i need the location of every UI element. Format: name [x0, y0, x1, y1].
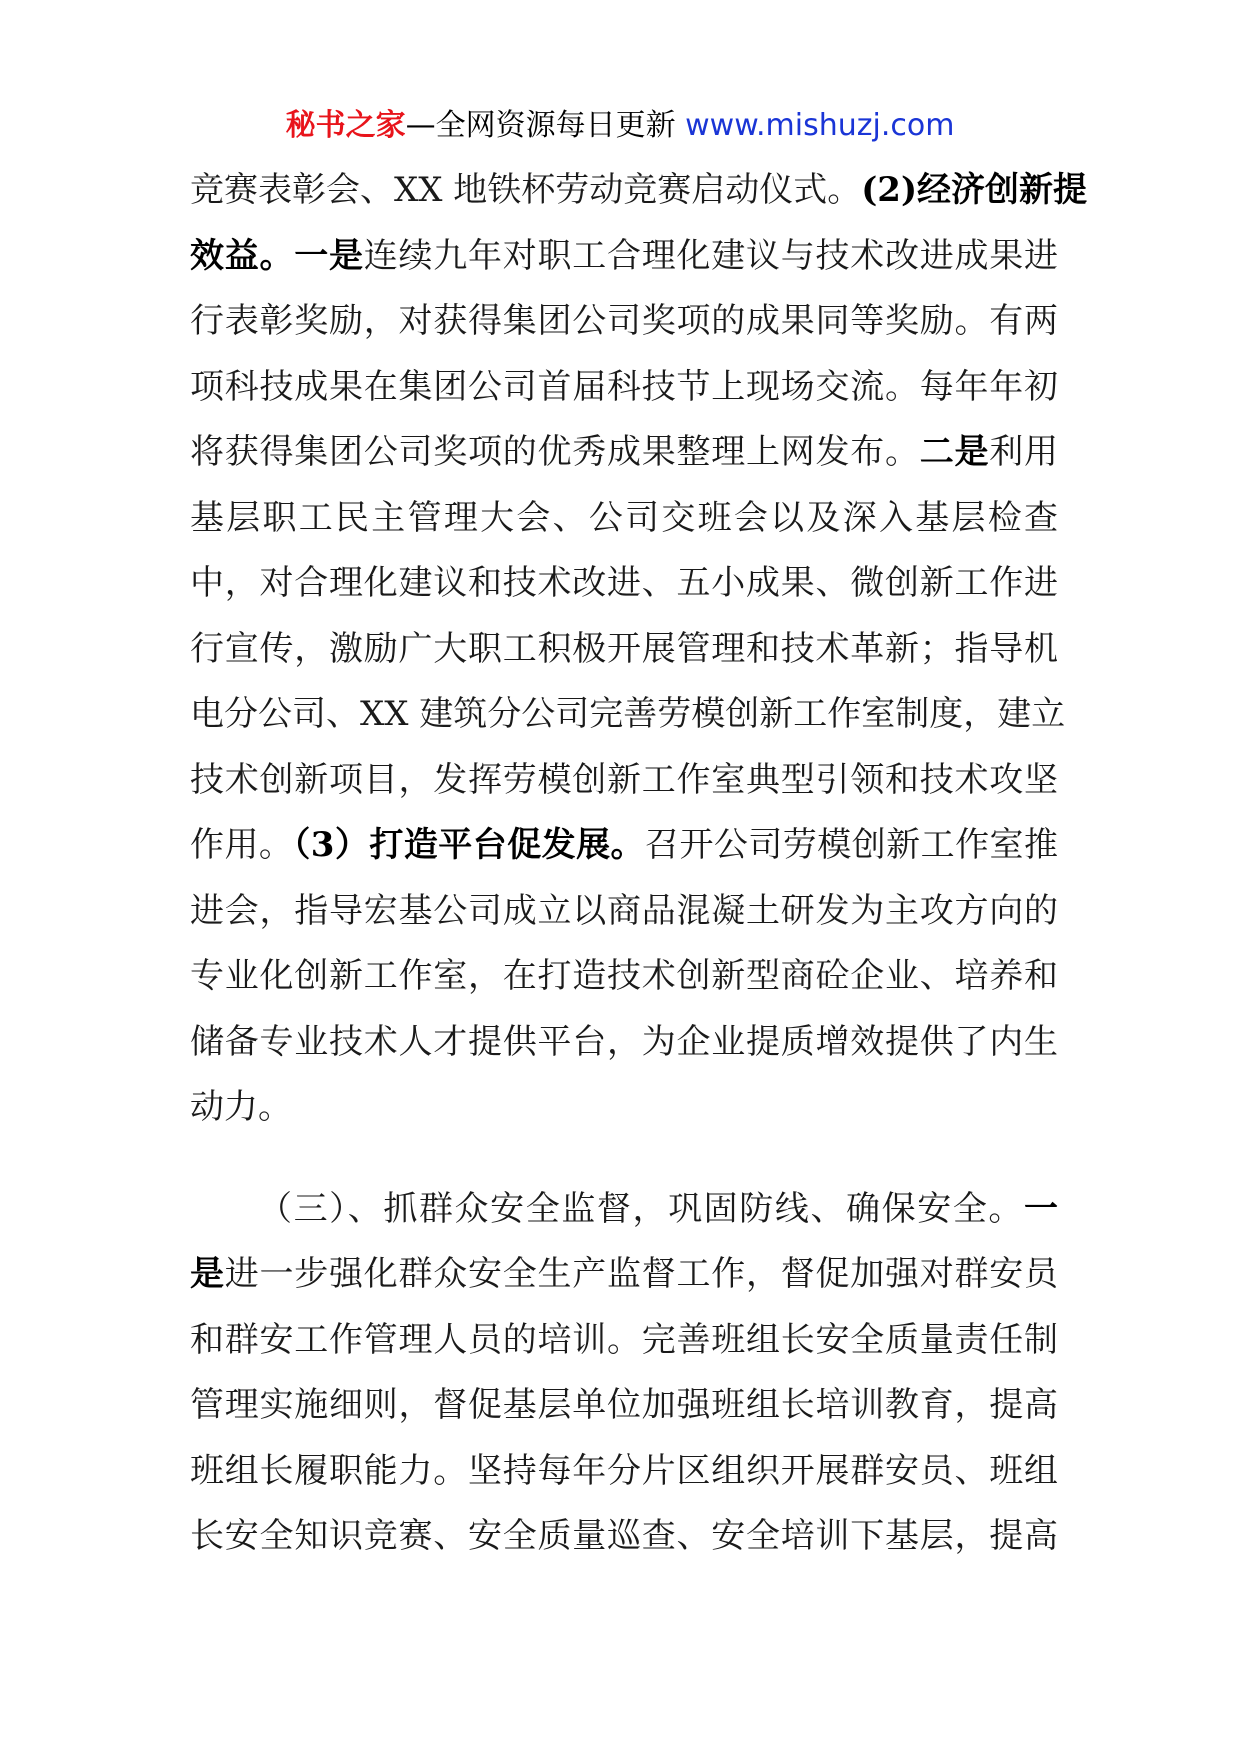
text-line: 动力。	[190, 1087, 292, 1127]
bold-heading: 是	[190, 1254, 225, 1294]
text-line: 和群安工作管理人员的培训。完善班组长安全质量责任制	[190, 1319, 1058, 1360]
bold-heading: （3）打造平台促发展。	[293, 825, 646, 865]
text-run: 召开公司劳模创新工作室推	[645, 825, 1058, 865]
text-line: 储备专业技术人才提供平台，为企业提质增效提供了内生	[190, 1021, 1058, 1062]
text-line: 项科技成果在集团公司首届科技节上现场交流。每年年初	[190, 366, 1058, 407]
text-line	[190, 1242, 1058, 1308]
text-run: 竞赛表彰会、XX 地铁杯劳动竞赛启动仪式。	[190, 170, 862, 210]
paragraph-spacer	[190, 1141, 1058, 1177]
text-line	[190, 420, 1058, 486]
text-line	[190, 158, 1088, 224]
section-heading: （三）、抓群众安全监督，巩固防线、确保安全。	[258, 1188, 1024, 1229]
text-line: 管理实施细则，督促基层单位加强班组长培训教育，提高	[190, 1385, 1058, 1425]
text-line	[190, 813, 1058, 879]
text-line: 行宣传，激励广大职工积极开展管理和技术革新；指导机	[190, 628, 1058, 669]
header-url[interactable]: www.mishuzj.com	[685, 108, 955, 143]
page-header	[0, 104, 1240, 148]
text-line: 中，对合理化建议和技术改进、五小成果、微创新工作进	[190, 563, 1058, 603]
text-line: 基层职工民主管理大会、公司交班会以及深入基层检查	[190, 497, 1058, 538]
bold-heading: (2)经济创新提	[861, 170, 1088, 210]
text-line: 技术创新项目，发挥劳模创新工作室典型引领和技术攻坚	[190, 759, 1058, 800]
text-line	[190, 224, 1058, 290]
paragraph-safety-supervision	[190, 1177, 1058, 1570]
text-line: 长安全知识竞赛、安全质量巡查、安全培训下基层，提高	[190, 1516, 1058, 1556]
paragraph-economic-innovation	[190, 158, 1088, 1141]
text-line: 班组长履职能力。坚持每年分片区组织开展群安员、班组	[190, 1450, 1058, 1491]
text-run: 作用。	[190, 825, 294, 865]
text-run: 进一步强化群众安全生产监督工作，督促加强对群安员	[224, 1254, 1058, 1294]
text-run: 利用	[989, 432, 1058, 472]
bold-heading: 效益。一是	[190, 235, 364, 276]
text-line	[190, 1177, 1058, 1243]
brand-name: 秘书之家	[285, 108, 406, 143]
bold-heading: 二是	[919, 432, 990, 472]
bold-heading: 一	[1024, 1188, 1058, 1229]
header-tagline: —全网资源每日更新	[405, 108, 676, 143]
text-run: 将获得集团公司奖项的优秀成果整理上网发布。	[190, 432, 920, 472]
text-line: 行表彰奖励，对获得集团公司奖项的成果同等奖励。有两	[190, 301, 1058, 341]
text-line: 进会，指导宏基公司成立以商品混凝土研发为主攻方向的	[190, 890, 1058, 931]
text-run: 连续九年对职工合理化建议与技术改进成果进	[363, 235, 1058, 276]
text-line: 专业化创新工作室，在打造技术创新型商砼企业、培养和	[190, 956, 1058, 996]
text-line: 电分公司、XX 建筑分公司完善劳模创新工作室制度，建立	[190, 694, 1066, 734]
document-body	[190, 158, 1088, 1570]
